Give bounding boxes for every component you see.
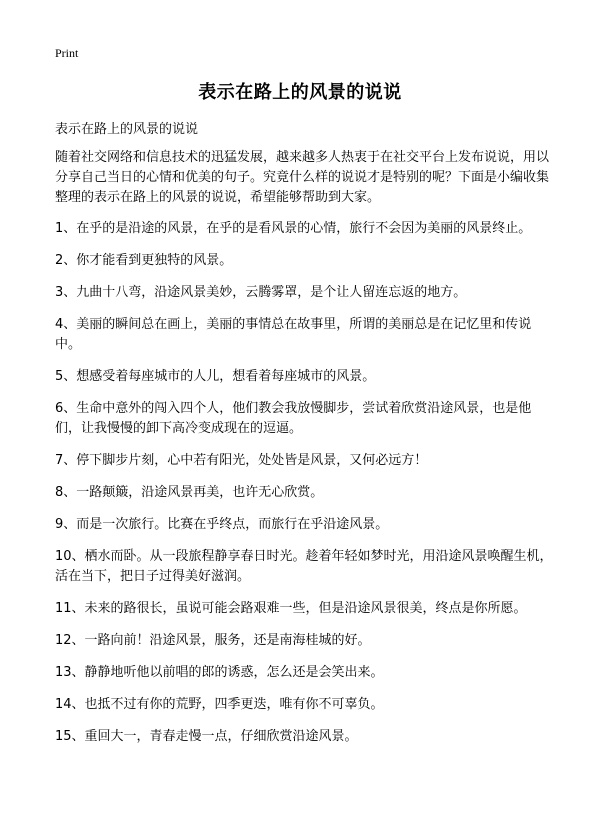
list-item: 2、你才能看到更独特的风景。 bbox=[55, 253, 233, 268]
list-item: 13、静静地听他以前唱的郎的诱惑，怎么还是会笑出来。 bbox=[55, 665, 384, 680]
page-title: 表示在路上的风景的说说 bbox=[198, 82, 402, 103]
list-item: 15、重回大一，青春走慢一点，仔细欣赏沿途风景。 bbox=[55, 729, 358, 744]
list-item: 8、一路颠簸，沿途风景再美，也许无心欣赏。 bbox=[55, 485, 324, 500]
list-item: 1、在乎的是沿途的风景，在乎的是看风景的心情，旅行不会因为美丽的风景终止。 bbox=[55, 221, 532, 236]
list-item: 3、九曲十八弯，沿途风景美妙，云腾雾罩，是个让人留连忘返的地方。 bbox=[55, 285, 467, 300]
list-item: 14、也抵不过有你的荒野，四季更迭，唯有你不可辜负。 bbox=[55, 697, 384, 712]
print-link[interactable]: Print bbox=[55, 46, 79, 60]
list-item: 11、未来的路很长，虽说可能会路艰难一些，但是沿途风景很美，终点是你所愿。 bbox=[55, 601, 527, 616]
list-item: 5、想感受着每座城市的人儿，想看着每座城市的风景。 bbox=[55, 369, 376, 384]
list-item: 4、美丽的瞬间总在画上，美丽的事情总在故事里，所谓的美丽总是在记忆里和传说中。 bbox=[55, 317, 532, 352]
list-item: 10、栖水而卧。从一段旅程静享春日时光。趁着年轻如梦时光，用沿途风景唤醒生机，活在当下，把日子过得美好滋润。 bbox=[55, 549, 553, 584]
list-item: 6、生命中意外的闯入四个人，他们教会我放慢脚步，尝试着欣赏沿途风景，也是他们，让我慢慢的卸下高冷变成现在的逗逼。 bbox=[55, 401, 532, 436]
intro-paragraph: 随着社交网络和信息技术的迅猛发展，越来越多人热衷于在社交平台上发布说说，用以分享自己当日的心情和优美的句子。究竟什么样的说说才是特别的呢？下面是小编收集整理的表示在路上的风景的说说，希望能够帮助到大家。 bbox=[55, 150, 550, 205]
list-item: 7、停下脚步片刻，心中若有阳光，处处皆是风景，又何必远方！ bbox=[55, 453, 428, 468]
list-item: 9、而是一次旅行。比赛在乎终点，而旅行在乎沿途风景。 bbox=[55, 517, 389, 532]
list-item: 12、一路向前！沿途风景，服务，还是南海桂城的好。 bbox=[55, 633, 371, 648]
article-body bbox=[55, 148, 555, 759]
subtitle: 表示在路上的风景的说说 bbox=[55, 122, 199, 137]
